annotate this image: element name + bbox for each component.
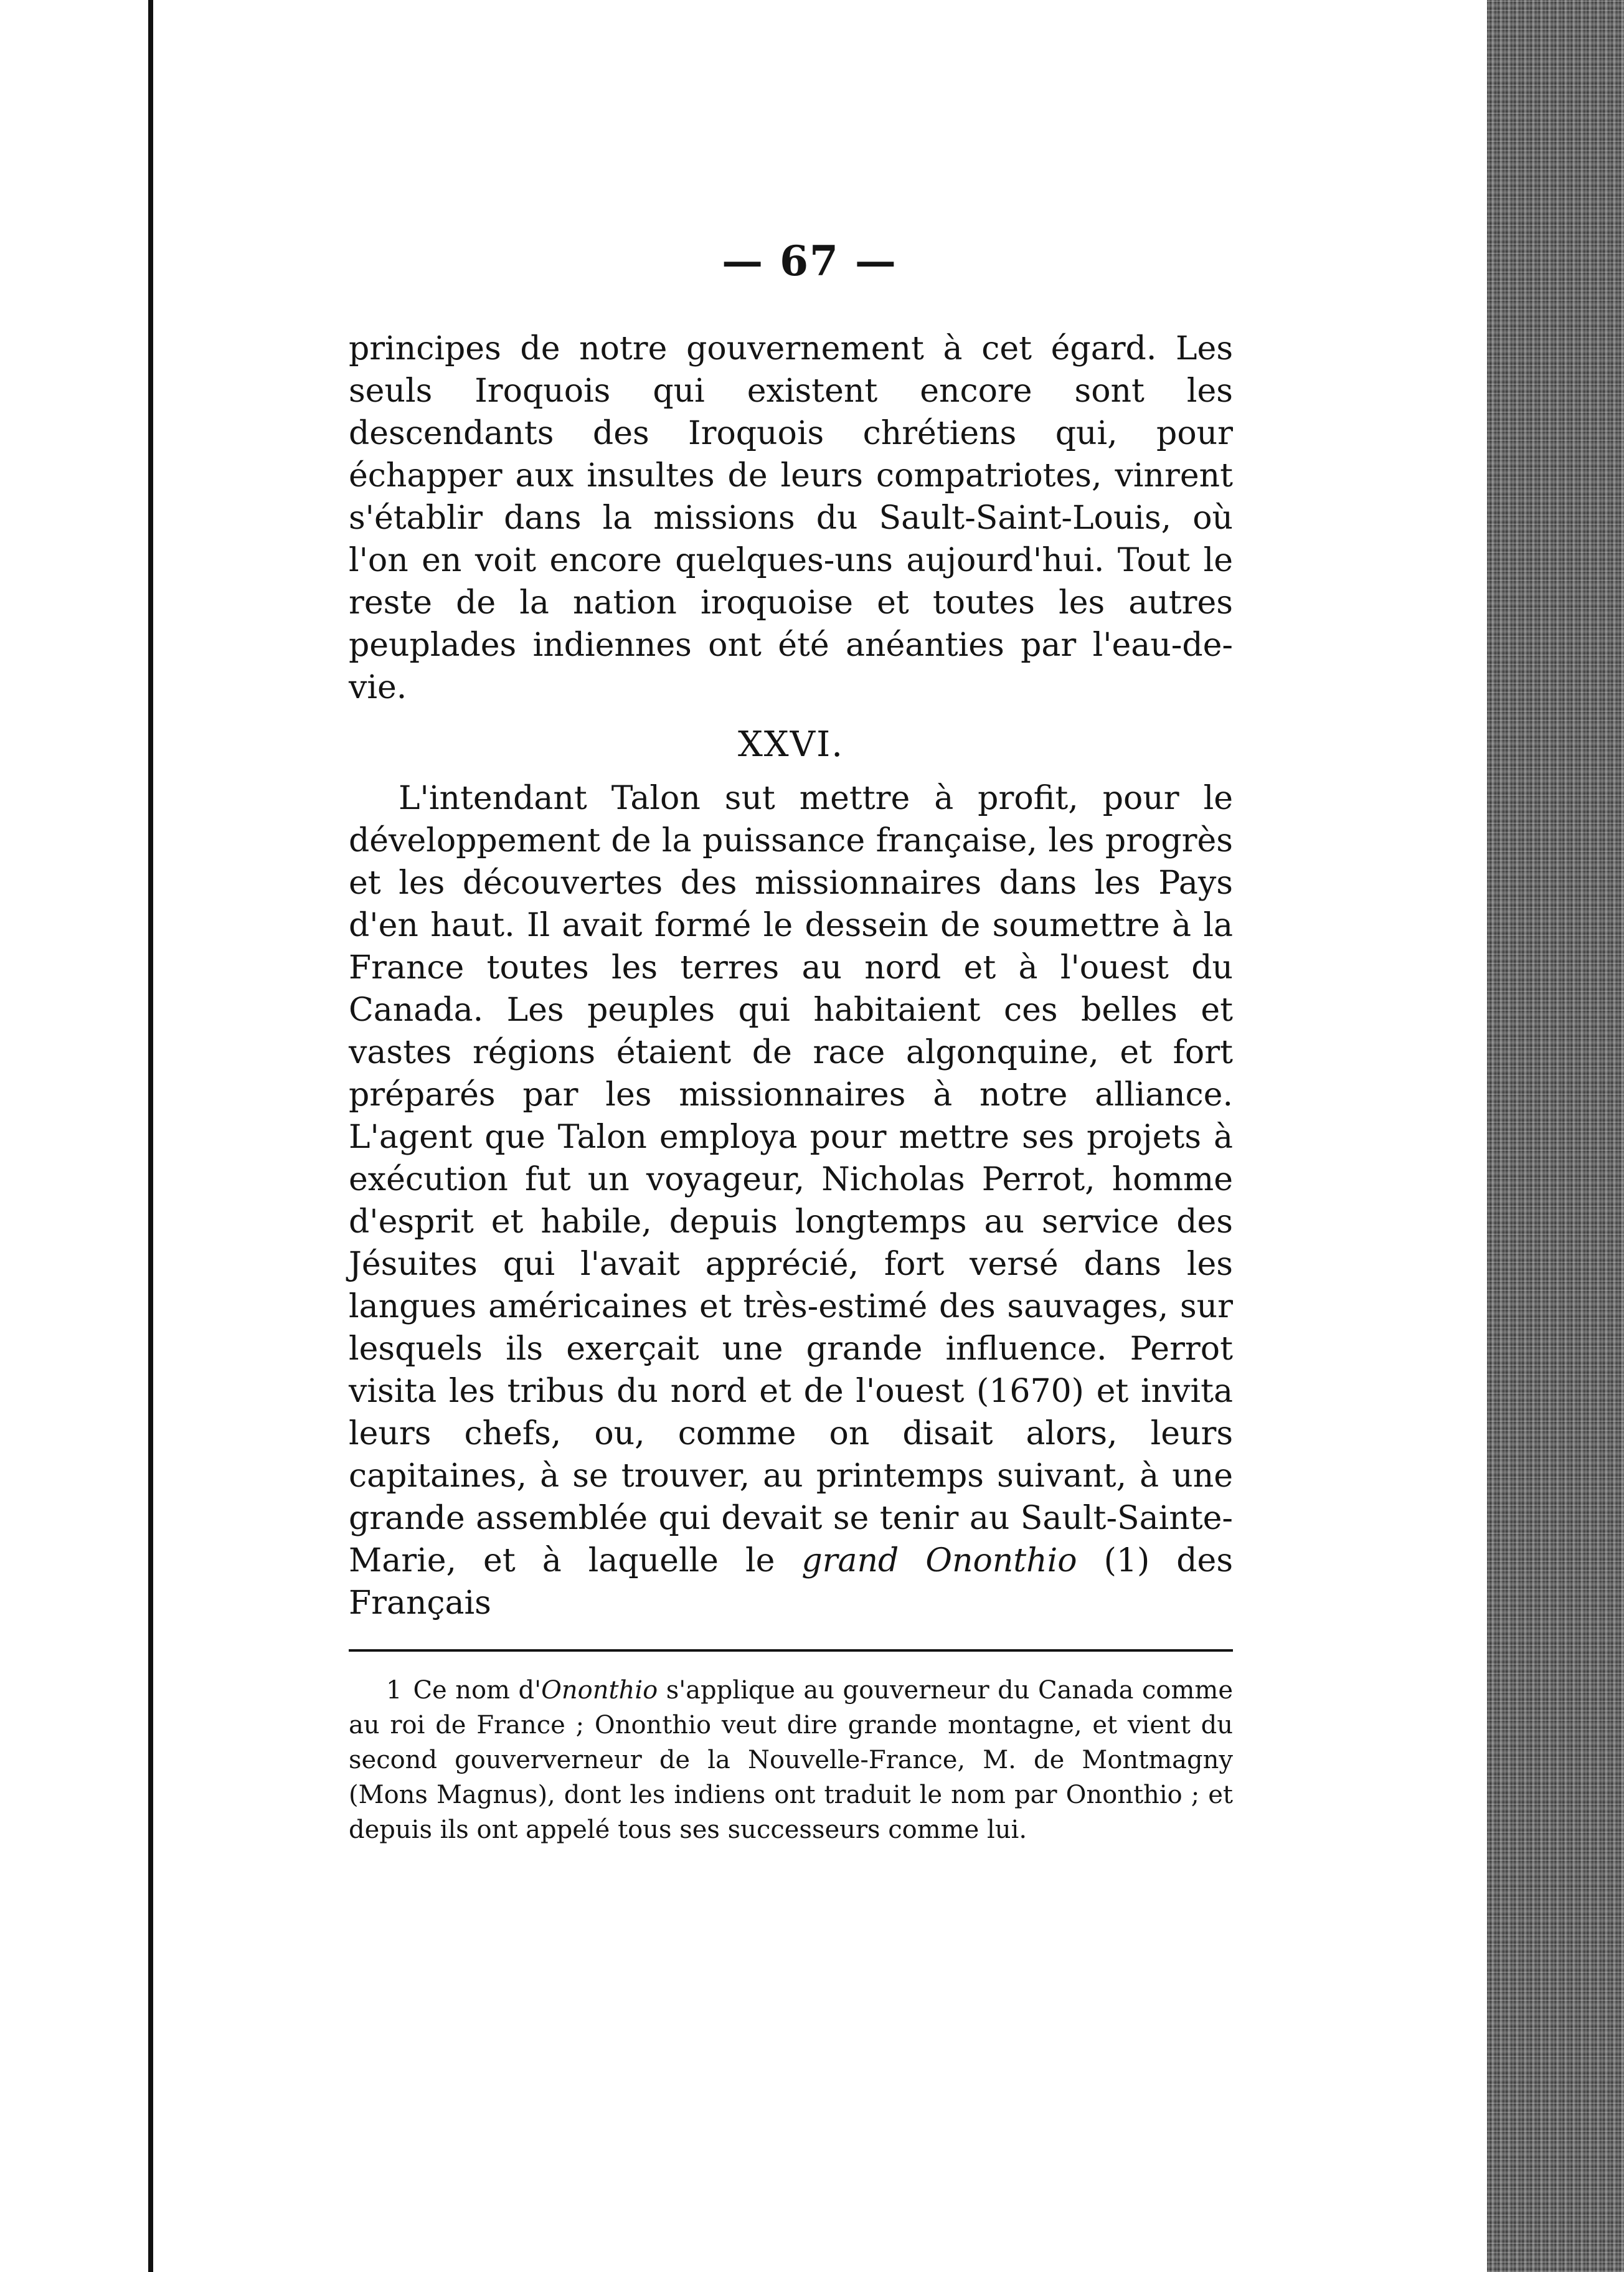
paragraph-2-italic: grand Ononthio [801,1542,1077,1579]
paragraph-1: principes de notre gouvernement à cet égard. Les seuls Iroquois qui existent encore sont les descendants des Iroquois chrétiens qui, pour échapper aux insultes de leurs compatriotes, vinrent s'établir dans la missions du Sault-Saint-Louis, où l'on en voit encore quelques-uns aujourd'hui. Tout le reste de la nation iroquoise et toutes les autres peuplades indiennes ont été anéanties par l'eau-de-vie. [349,330,1233,706]
section-heading: XXVI. [737,724,844,765]
binding-shadow-left [148,0,153,2272]
page-content [349,237,1233,1847]
paragraph-2-tail: (1) des Français [349,1542,1234,1622]
footnote-rule [349,1649,1233,1652]
footnote-italic: Ononthio [541,1676,658,1705]
page-edge-texture [1487,0,1624,2272]
paragraph-2 [349,777,1233,1624]
page-number: — 67 — [722,237,897,285]
footnote-number: 1 [386,1676,402,1705]
footnote-text-start: Ce nom d' [413,1676,542,1705]
paragraph-2-text: L'intendant Talon sut mettre à profit, pour le développement de la puissance française, les progrès et les découvertes des missionnaires dans les Pays d'en haut. Il avait formé le dessein de soumettre à la France toutes les terres au nord et à l'ouest du Canada. Les peuples qui habitaient ces belles et vastes régions étaient de race algonquine, et fort préparés par les missionnaires à notre alliance. L'agent que Talon employa pour mettre ses projets à exécution fut un voyageur, Nicholas Perrot, homme d'esprit et habile, depuis longtemps au service des Jésuites qui l'avait apprécié, fort versé dans les langues américaines et très-estimé des sauvages, sur lesquels ils exerçait une grande influence. Perrot visita les tribus du nord et de l'ouest (1670) et invita leurs chefs, ou, comme on disait alors, leurs capitaines, à se trouver, au printemps suivant, à une grande assemblée qui devait se tenir au Sault-Sainte-Marie, et à laquelle le [349,780,1233,1579]
footnote [349,1673,1233,1847]
footnote-text: s'applique au gouverneur du Canada comme au roi de France ; Ononthio veut dire grande montagne, et vient du second gouververneur de la Nouvelle-France, M. de Montmagny (Mons Magnus), dont les indiens ont traduit le nom par Ononthio ; et depuis ils ont appelé tous ses successeurs comme lui. [349,1676,1233,1844]
